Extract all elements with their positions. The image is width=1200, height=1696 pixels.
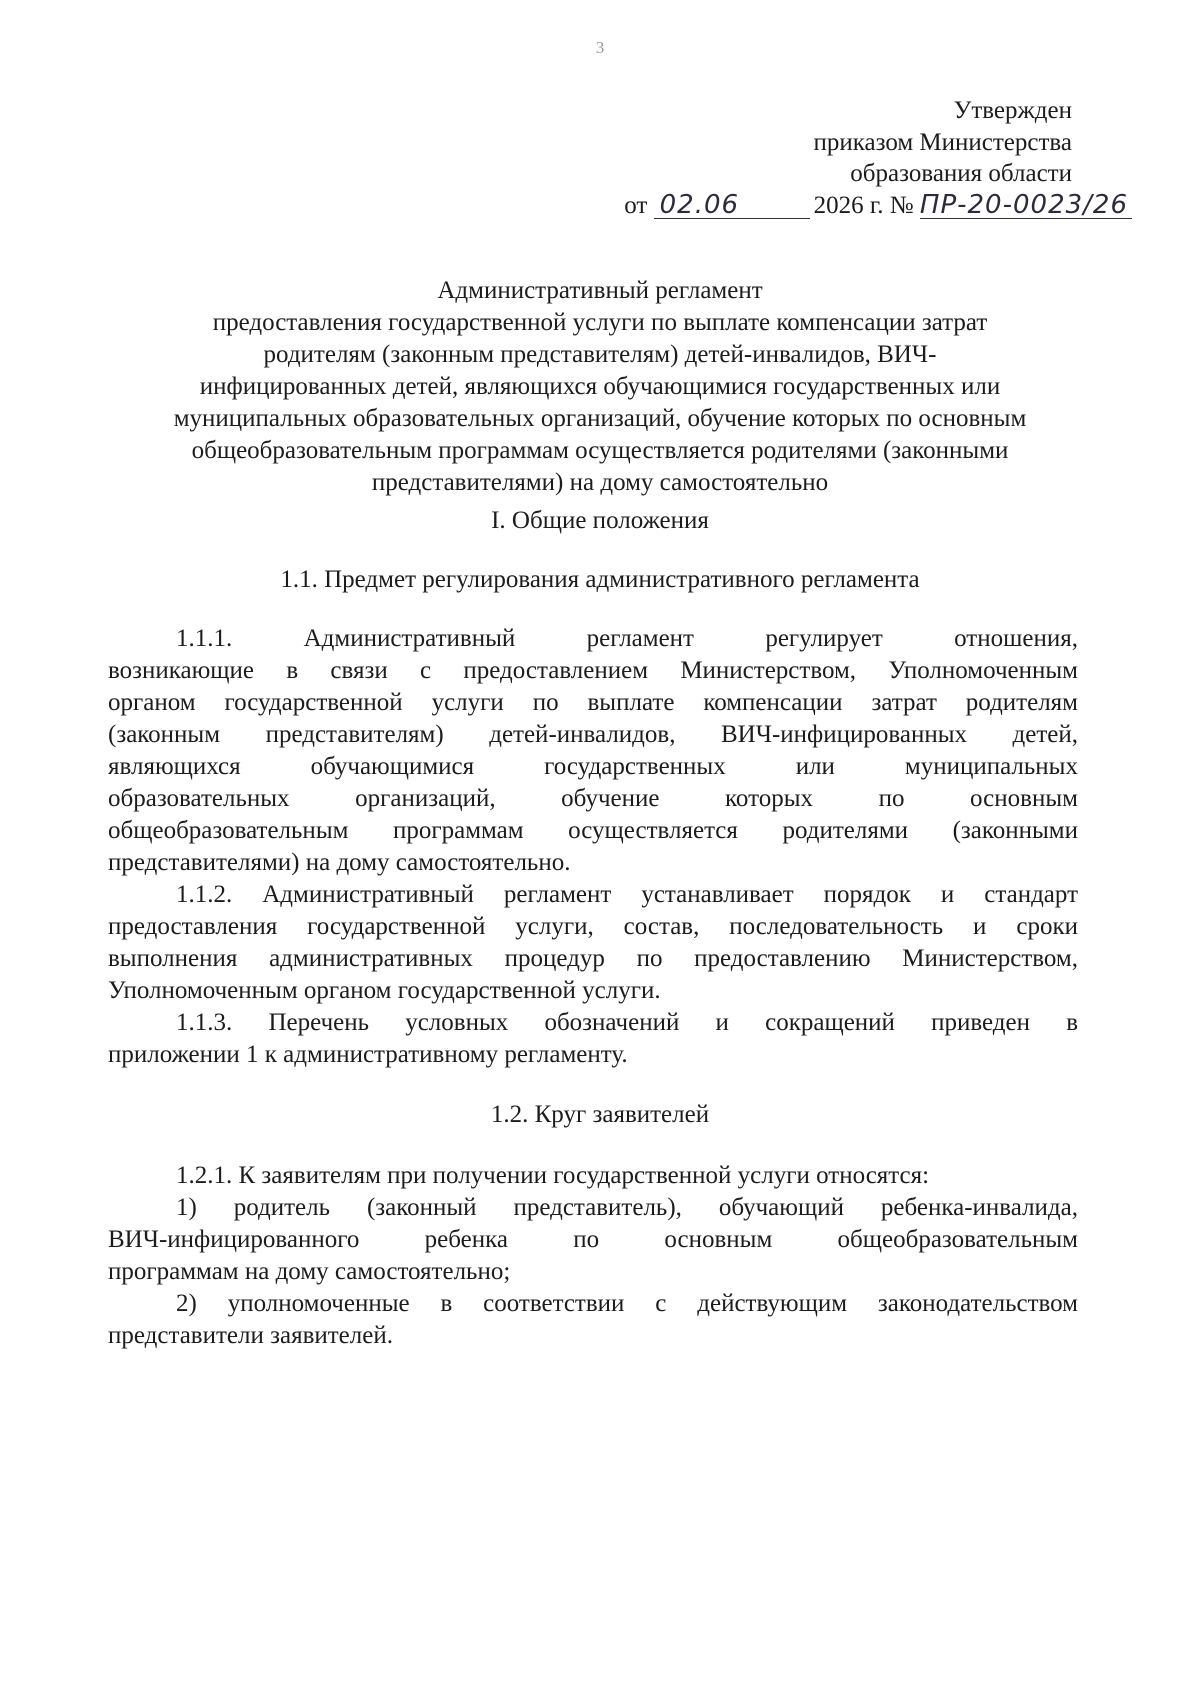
word: по xyxy=(878,785,905,812)
list-item-applicant-representative xyxy=(108,1288,1078,1352)
subsection-heading-1-2: 1.2. Круг заявителей xyxy=(490,1101,710,1128)
paragraph-line: 1.1.3. Перечень условных обозначений и сокращений приведен в xyxy=(176,1009,1078,1036)
word: основным xyxy=(970,785,1078,812)
paragraph-1-1-3 xyxy=(108,1007,1078,1071)
title-line: муниципальных образовательных организаций, обучение которых по основным xyxy=(173,405,1027,432)
paragraph-line: выполнения административных процедур по предоставлению Министерством, xyxy=(108,945,1078,972)
word: или xyxy=(795,753,835,780)
word: основным xyxy=(664,1226,773,1253)
word: муниципальных xyxy=(904,753,1078,780)
paragraph-line: органом государственной услуги по выплате компенсации затрат родителям xyxy=(108,689,1078,716)
approval-date-line xyxy=(624,189,1128,222)
paragraph-line: Уполномоченным органом государственной услуги. xyxy=(108,977,661,1004)
justified-line xyxy=(108,783,1078,815)
list-item-applicant-parent xyxy=(108,1192,1078,1288)
word: общеобразовательным xyxy=(837,1226,1078,1253)
word: 1.1.1. xyxy=(176,625,233,652)
justified-line xyxy=(108,751,1078,783)
handwritten-date xyxy=(654,189,810,220)
paragraph-line: 2) уполномоченные в соответствии с действующим законодательством xyxy=(176,1290,1078,1317)
paragraph-1-1-1 xyxy=(108,623,1078,879)
handwritten-number-text: ПР-20-0023/26 xyxy=(919,189,1128,220)
approval-line-order: приказом Министерства xyxy=(813,128,1072,156)
title-line: представителями) на дому самостоятельно xyxy=(371,469,829,496)
paragraph-line: 1.1.2. Административный регламент устанавливает порядок и стандарт xyxy=(176,881,1078,908)
subsection-heading-1-1: 1.1. Предмет регулирования административного регламента xyxy=(280,566,920,593)
paragraph-1-1-2 xyxy=(108,879,1078,1007)
paragraph-line: общеобразовательным программам осуществляется родителями (законными xyxy=(108,817,1078,844)
paragraph-line: возникающие в связи с предоставлением Министерством, Уполномоченным xyxy=(108,657,1078,684)
section-heading-general: I. Общие положения xyxy=(491,507,709,534)
paragraph-line: 1) родитель (законный представитель), обучающий ребенка-инвалида, xyxy=(176,1194,1078,1221)
word: регулирует xyxy=(765,625,883,652)
word: Административный xyxy=(303,625,516,652)
paragraph-line: (законным представителям) детей-инвалидов, ВИЧ-инфицированных детей, xyxy=(108,721,1078,748)
date-prefix: от xyxy=(624,191,648,219)
paragraph-line: представителями) на дому самостоятельно. xyxy=(108,849,571,876)
title-line: родителям (законным представителям) детей-инвалидов, ВИЧ- xyxy=(263,341,937,368)
paragraph-line: предоставления государственной услуги, состав, последовательность и сроки xyxy=(108,913,1078,940)
word: ВИЧ-инфицированного xyxy=(108,1226,360,1253)
approval-line-ministry: образования области xyxy=(850,160,1072,187)
word: организаций, xyxy=(355,785,496,812)
approval-line-approved: Утвержден xyxy=(953,97,1072,124)
year-and-number-label: 2026 г. № xyxy=(813,191,914,219)
word: являющихся xyxy=(108,753,241,780)
paragraph-line: программам на дому самостоятельно; xyxy=(108,1258,511,1285)
justified-line xyxy=(108,1224,1078,1256)
paragraph-line: приложении 1 к административному регламенту. xyxy=(108,1041,628,1068)
approval-stamp-block xyxy=(624,95,1128,221)
document-title xyxy=(100,275,1100,499)
word: образовательных xyxy=(108,785,290,812)
justified-line xyxy=(108,623,1078,655)
word: по xyxy=(573,1226,600,1253)
handwritten-order-number xyxy=(919,189,1132,220)
paragraph-line: представители заявителей. xyxy=(108,1322,393,1349)
word: государственных xyxy=(544,753,726,780)
word: обучающимися xyxy=(310,753,475,780)
title-line: инфицированных детей, являющихся обучающимися государственных или xyxy=(199,373,1001,400)
paragraph-line: 1.2.1. К заявителям при получении государственной услуги относятся: xyxy=(176,1162,930,1189)
title-line: предоставления государственной услуги по выплате компенсации затрат xyxy=(212,309,988,336)
title-line: Административный регламент xyxy=(437,277,763,304)
handwritten-date-text: 02.06 xyxy=(659,189,740,220)
paragraph-1-2-1 xyxy=(108,1160,1078,1192)
word: обучение xyxy=(561,785,660,812)
word: ребенка xyxy=(424,1226,508,1253)
word: которых xyxy=(725,785,813,812)
page-number: 3 xyxy=(595,38,605,57)
word: отношения, xyxy=(954,625,1078,652)
word: регламент xyxy=(586,625,694,652)
title-line: общеобразовательным программам осуществляется родителями (законными xyxy=(191,437,1009,464)
